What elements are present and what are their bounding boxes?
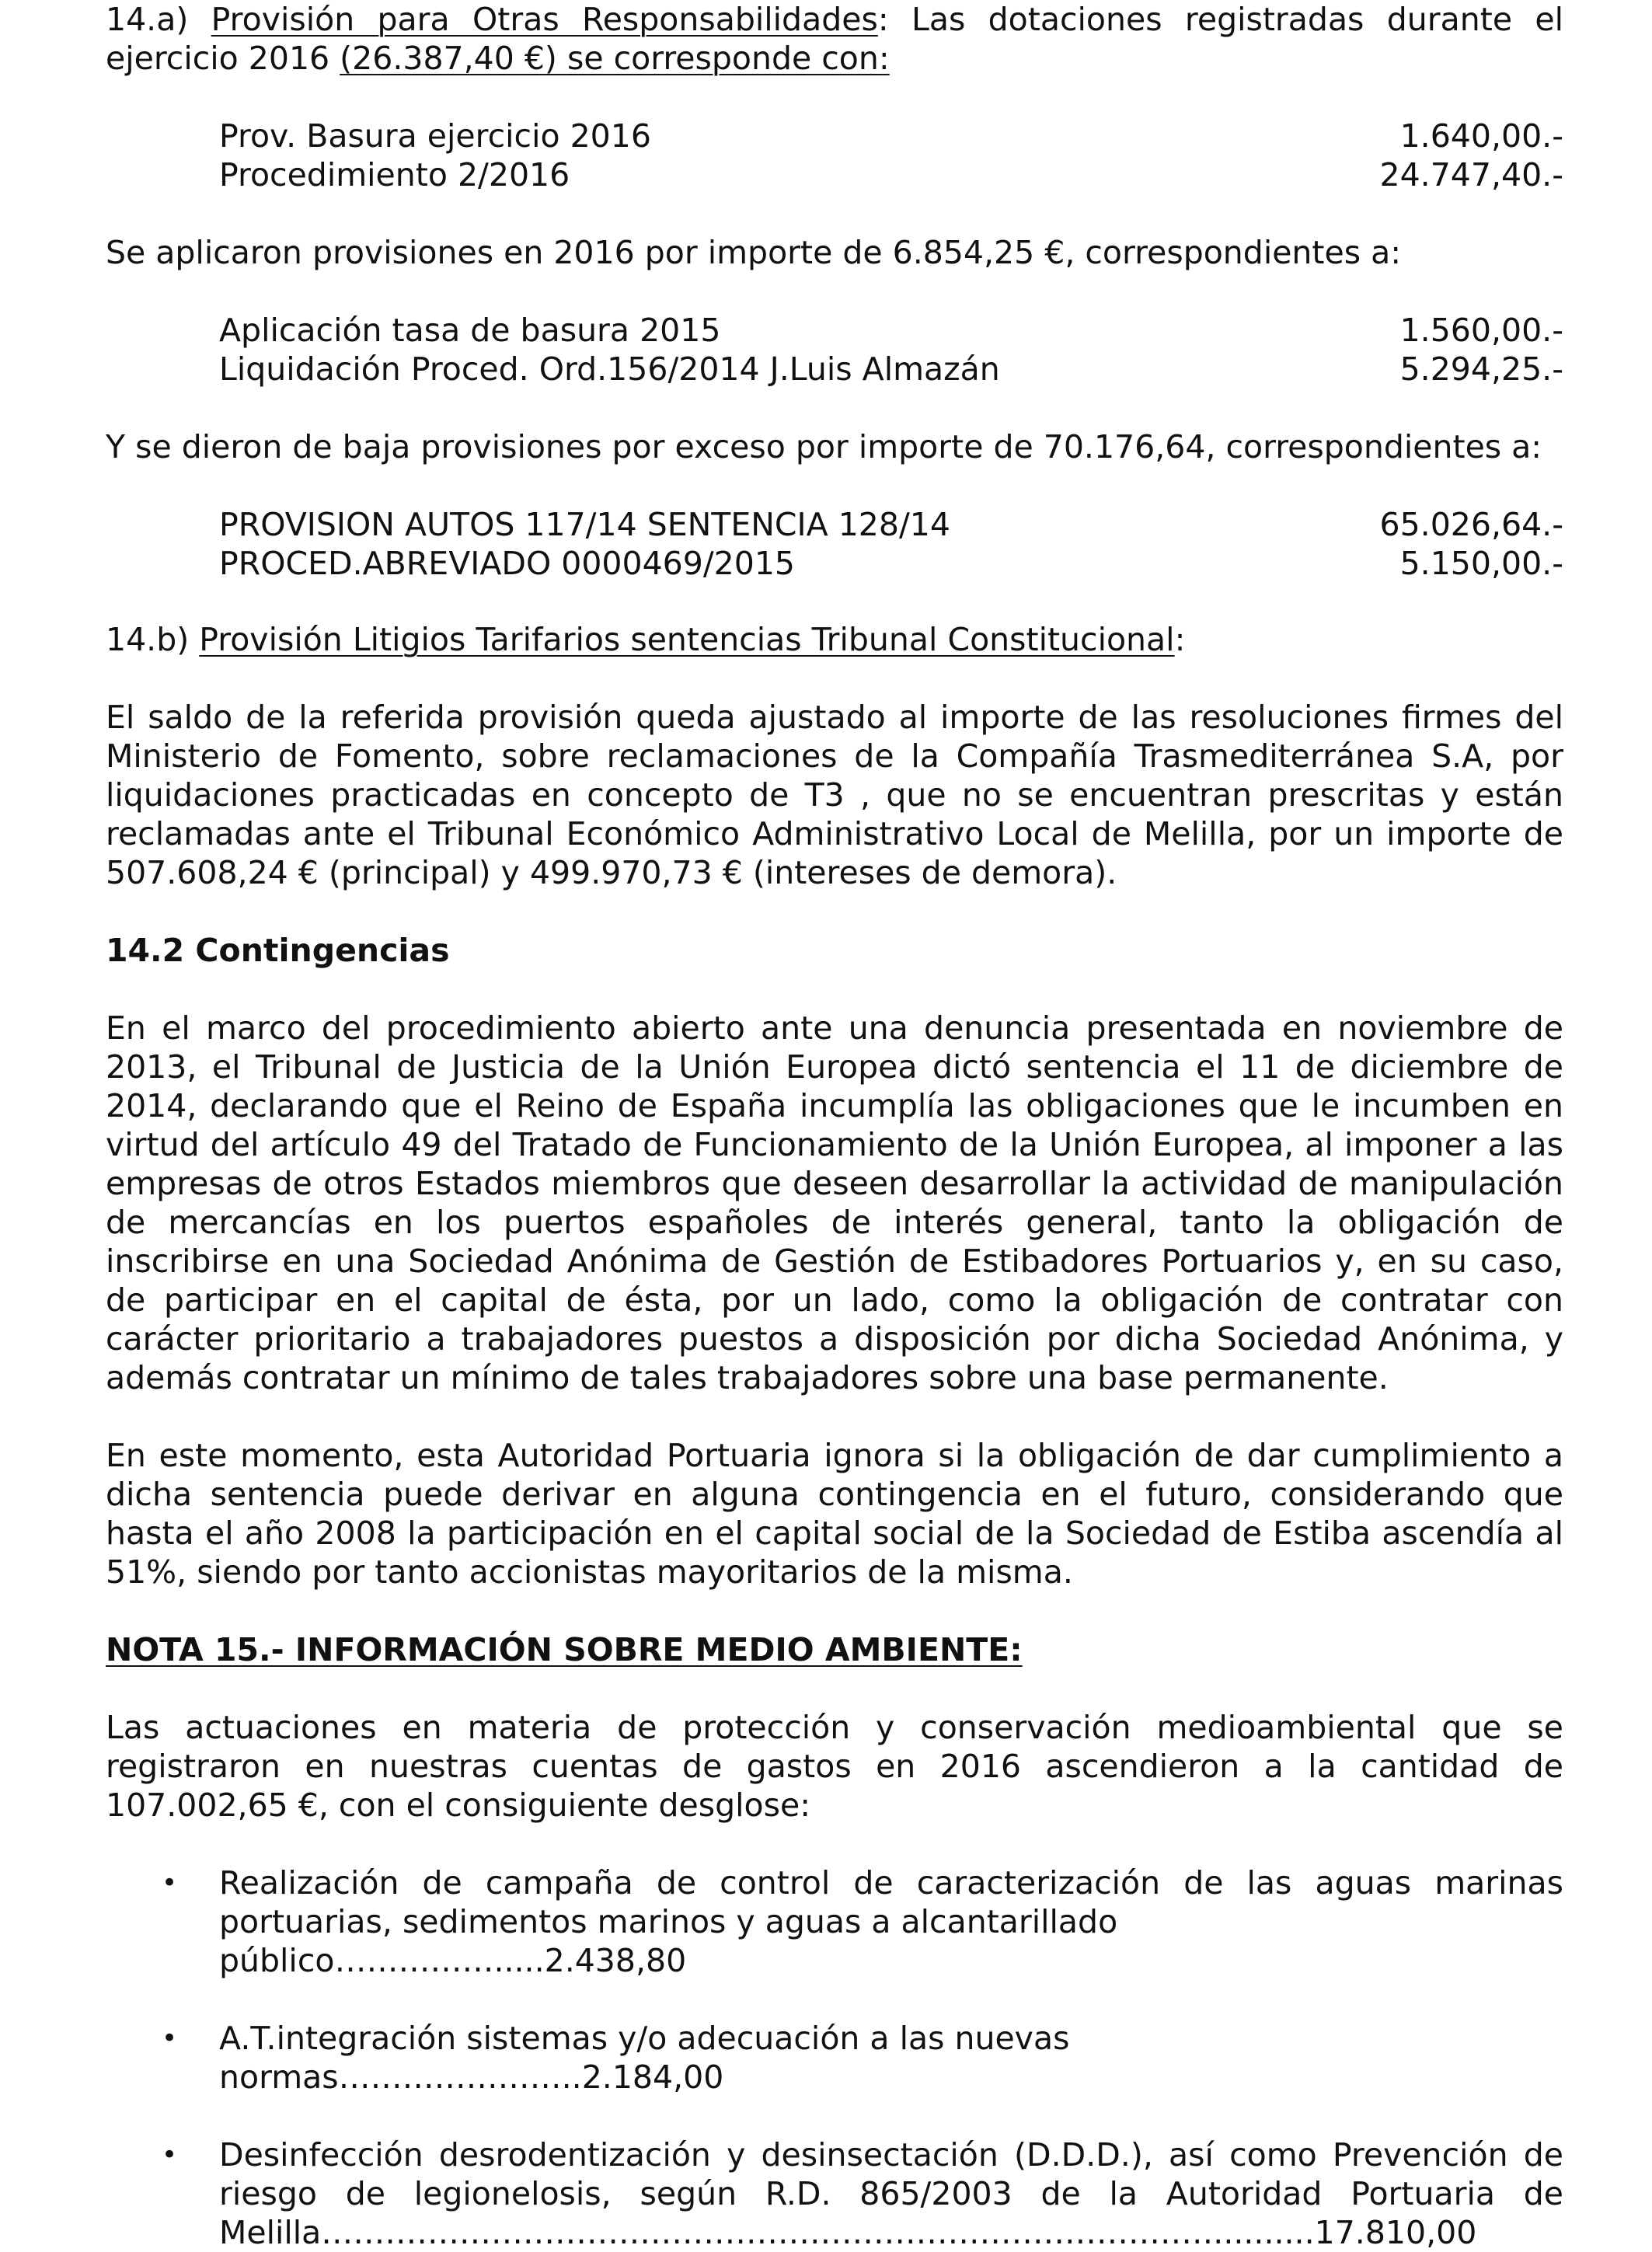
dotacion-value: 24.747,40.- — [1379, 156, 1563, 193]
list-item-line: riesgo de legionelosis, según R.D. 865/2003 de la Autoridad Portuaria de — [219, 2175, 1563, 2212]
nota15-heading: NOTA 15.- INFORMACIÓN SOBRE MEDIO AMBIENTE: — [106, 1631, 1023, 1668]
dotacion-row — [106, 155, 1563, 194]
list-item-line: Desinfección desrodentización y desinsectación (D.D.D.), así como Prevención de — [219, 2136, 1563, 2174]
section-14a-title: Provisión para Otras Responsabilidades — [211, 1, 878, 38]
aplicada-label: Aplicación tasa de basura 2015 — [219, 312, 721, 349]
list-item — [106, 2135, 1563, 2252]
section-14a-amount: (26.387,40 €) se corresponde con: — [340, 40, 890, 77]
bullet-icon: • — [162, 2023, 178, 2054]
section-142-heading: 14.2 Contingencias — [106, 932, 450, 969]
dotacion-label: Procedimiento 2/2016 — [219, 156, 570, 193]
dotacion-label: Prov. Basura ejercicio 2016 — [219, 117, 651, 155]
baja-row — [106, 505, 1563, 544]
section-14b-body: El saldo de la referida provisión queda ajustado al importe de las resoluciones firmes del Ministerio de Fomento, sobre reclamaciones de la Compañía Trasmediterránea S.A, por liquidaciones practicadas en concepto de T3 , que no se encuentran prescritas y están reclamadas ante el Tribunal Económico Administrativo Local de Melilla, por un importe de 507.608,24 € (principal) y 499.970,73 € (intereses de demora). — [106, 699, 1563, 891]
aplicada-row — [106, 311, 1563, 350]
section-14a-prefix: 14.a) — [106, 1, 211, 38]
baja-row — [106, 544, 1563, 583]
baja-label: PROCED.ABREVIADO 0000469/2015 — [219, 545, 796, 582]
bajas-intro: Y se dieron de baja provisiones por exceso por importe de 70.176,64, correspondientes a: — [106, 428, 1542, 465]
section-14b-prefix: 14.b) — [106, 621, 200, 658]
nota15-intro: Las actuaciones en materia de protección y conservación medioambiental que se registraron en nuestras cuentas de gastos en 2016 ascendieron a la cantidad de 107.002,65 €, con el consiguiente desglose: — [106, 1709, 1563, 1824]
aplicada-label: Liquidación Proced. Ord.156/2014 J.Luis Almazán — [219, 350, 1000, 388]
aplicada-row — [106, 350, 1563, 389]
aplicada-value: 5.294,25.- — [1399, 350, 1563, 388]
baja-value: 5.150,00.- — [1399, 545, 1563, 582]
dotacion-value: 1.640,00.- — [1399, 117, 1563, 155]
aplicadas-intro: Se aplicaron provisiones en 2016 por importe de 6.854,25 €, correspondientes a: — [106, 234, 1402, 271]
list-item — [106, 2019, 1563, 2097]
bullet-icon: • — [162, 2139, 178, 2170]
dotacion-row — [106, 117, 1563, 155]
list-item-line: portuarias, sedimentos marinos y aguas a alcantarillado público…………….....2.438,80 — [219, 1903, 1118, 1979]
section-14b-suffix: : — [1174, 621, 1186, 658]
document-page — [106, 0, 1563, 2252]
aplicada-value: 1.560,00.- — [1399, 312, 1563, 349]
section-14a-mid: : Las dotaciones registradas durante el ejercicio 2016 — [106, 1, 1564, 77]
section-142-para1: En el marco del procedimiento abierto ante una denuncia presentada en noviembre de 2013, el Tribunal de Justicia de la Unión Europea dictó sentencia el 11 de diciembre de 2014, declarando que el Reino de España incumplía las obligaciones que le incumben en virtud del artículo 49 del Tratado de Funcionamiento de la Unión Europea, al imponer a las empresas de otros Estados miembros que deseen desarrollar la actividad de manipulación de mercancías en los puertos españoles de interés general, tanto la obligación de inscribirse en una Sociedad Anónima de Gestión de Estibadores Portuarios y, en su caso, de participar en el capital de ésta, por un lado, como la obligación de contratar con carácter prioritario a trabajadores puestos a disposición por dicha Sociedad Anónima, y además contratar un mínimo de tales trabajadores sobre una base permanente. — [106, 1009, 1563, 1396]
bullet-icon: • — [162, 1867, 178, 1898]
baja-label: PROVISION AUTOS 117/14 SENTENCIA 128/14 — [219, 506, 950, 543]
section-14b-title: Provisión Litigios Tarifarios sentencias Tribunal Constitucional — [199, 621, 1175, 658]
list-item — [106, 1863, 1563, 1980]
section-14a-intro — [106, 0, 1563, 78]
list-item-line: A.T.integración sistemas y/o adecuación a las nuevas normas…………………..2.184,00 — [219, 2020, 1070, 2096]
section-14b-heading — [106, 620, 1563, 659]
baja-value: 65.026,64.- — [1379, 506, 1563, 543]
list-item-line: Melilla…………………………………………………………………………..........17.810,00 — [219, 2214, 1477, 2251]
section-142-para2: En este momento, esta Autoridad Portuaria ignora si la obligación de dar cumplimiento a dicha sentencia puede derivar en alguna contingencia en el futuro, considerando que hasta el año 2008 la participación en el capital social de la Sociedad de Estiba ascendía al 51%, siendo por tanto accionistas mayoritarios de la misma. — [106, 1437, 1563, 1591]
list-item-line: Realización de campaña de control de caracterización de las aguas marinas — [219, 1864, 1563, 1902]
